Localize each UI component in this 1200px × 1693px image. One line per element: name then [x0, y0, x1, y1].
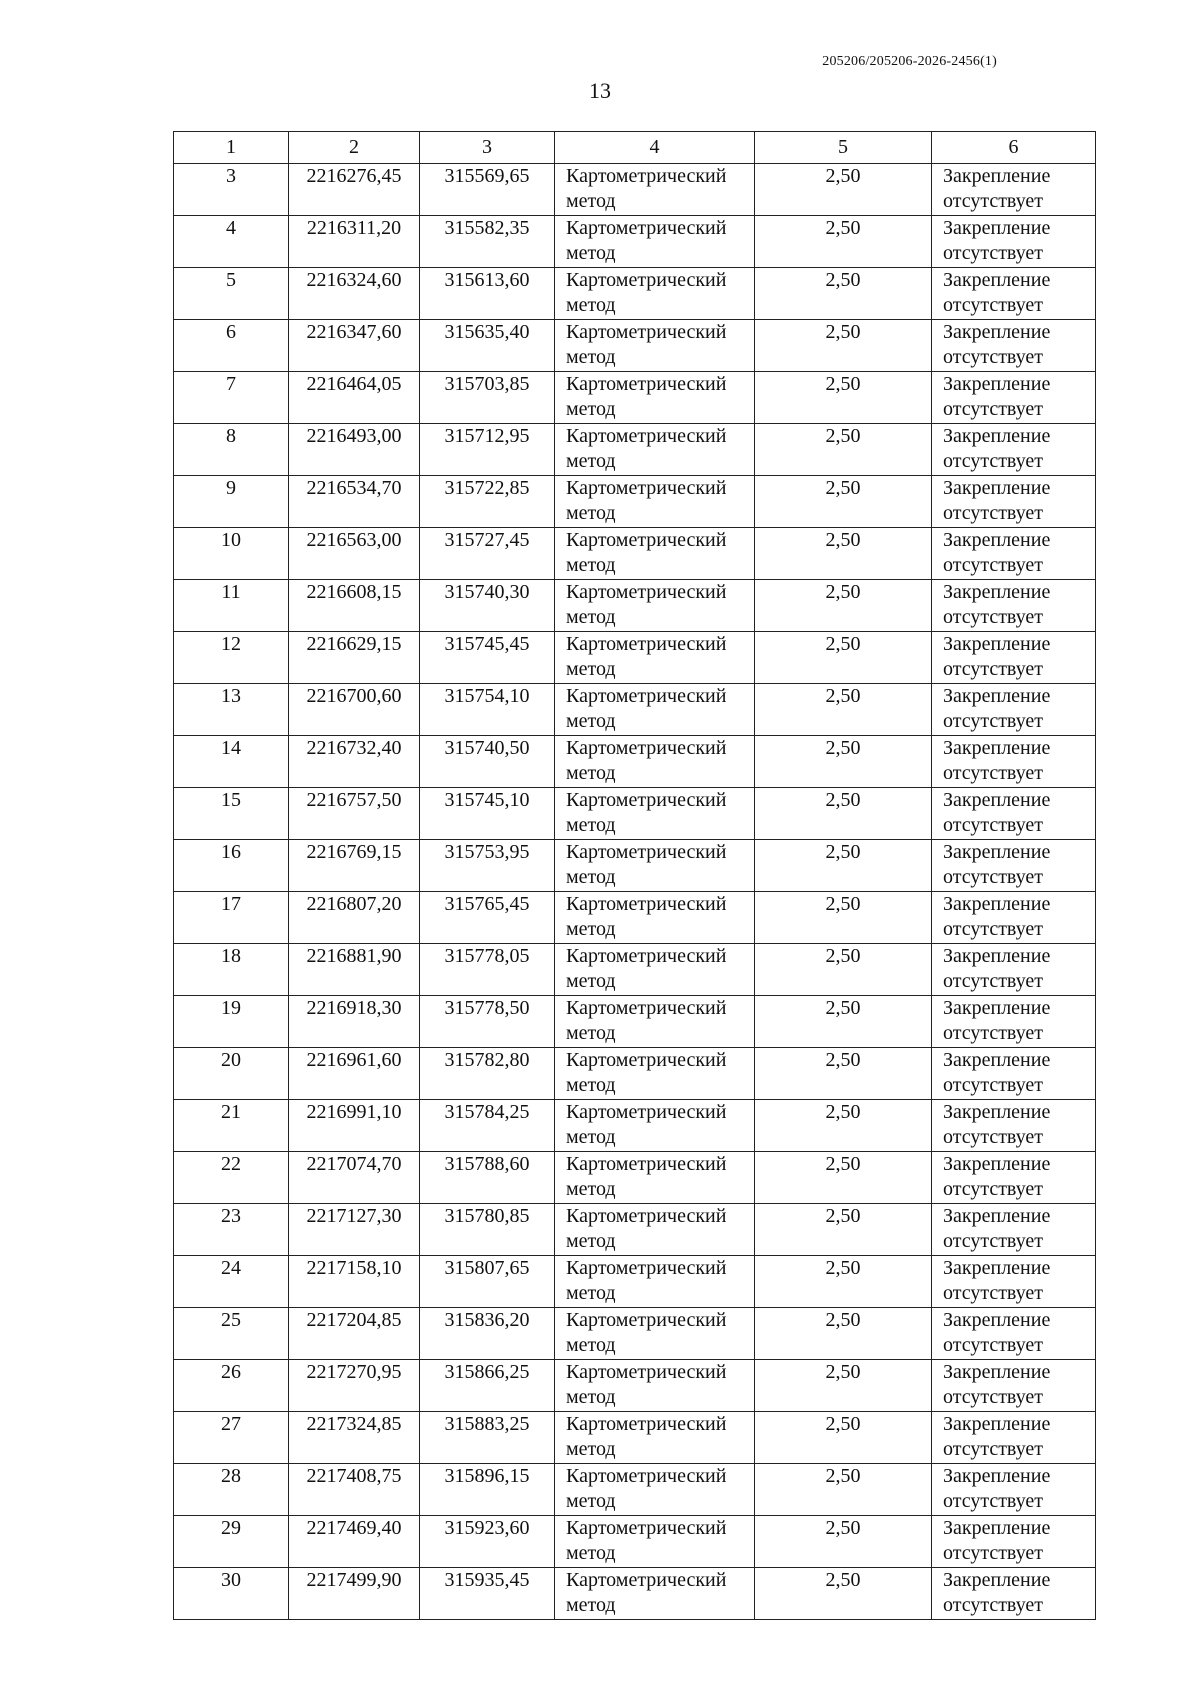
- y-coordinate-cell: 315778,50: [420, 996, 555, 1048]
- y-coordinate-cell: 315778,05: [420, 944, 555, 996]
- y-coordinate-cell: 315784,25: [420, 1100, 555, 1152]
- accuracy-cell: 2,50: [755, 372, 932, 424]
- x-coordinate-cell: 2216732,40: [289, 736, 420, 788]
- y-coordinate-cell: 315712,95: [420, 424, 555, 476]
- accuracy-cell: 2,50: [755, 1516, 932, 1568]
- y-coordinate-cell: 315754,10: [420, 684, 555, 736]
- table-row: [174, 476, 1096, 528]
- accuracy-cell: 2,50: [755, 684, 932, 736]
- y-coordinate-cell: 315635,40: [420, 320, 555, 372]
- y-coordinate-cell: 315923,60: [420, 1516, 555, 1568]
- method-cell: Картометрический метод: [555, 1048, 755, 1100]
- fixing-cell: Закрепление отсутствует: [932, 1464, 1096, 1516]
- fixing-cell: Закрепление отсутствует: [932, 320, 1096, 372]
- table-row: [174, 892, 1096, 944]
- document-id: 205206/205206-2026-2456(1): [822, 54, 997, 69]
- accuracy-cell: 2,50: [755, 840, 932, 892]
- point-number-cell: 5: [174, 268, 289, 320]
- method-cell: Картометрический метод: [555, 580, 755, 632]
- method-cell: Картометрический метод: [555, 736, 755, 788]
- fixing-cell: Закрепление отсутствует: [932, 996, 1096, 1048]
- y-coordinate-cell: 315935,45: [420, 1568, 555, 1620]
- method-cell: Картометрический метод: [555, 216, 755, 268]
- column-header-5: 5: [755, 132, 932, 164]
- table-row: [174, 1412, 1096, 1464]
- fixing-cell: Закрепление отсутствует: [932, 1308, 1096, 1360]
- point-number-cell: 11: [174, 580, 289, 632]
- column-header-6: 6: [932, 132, 1096, 164]
- point-number-cell: 29: [174, 1516, 289, 1568]
- y-coordinate-cell: 315582,35: [420, 216, 555, 268]
- table-row: [174, 372, 1096, 424]
- table-row: [174, 944, 1096, 996]
- method-cell: Картометрический метод: [555, 164, 755, 216]
- y-coordinate-cell: 315613,60: [420, 268, 555, 320]
- x-coordinate-cell: 2216493,00: [289, 424, 420, 476]
- method-cell: Картометрический метод: [555, 528, 755, 580]
- accuracy-cell: 2,50: [755, 1256, 932, 1308]
- x-coordinate-cell: 2217074,70: [289, 1152, 420, 1204]
- y-coordinate-cell: 315765,45: [420, 892, 555, 944]
- method-cell: Картометрический метод: [555, 944, 755, 996]
- method-cell: Картометрический метод: [555, 372, 755, 424]
- method-cell: Картометрический метод: [555, 320, 755, 372]
- x-coordinate-cell: 2217499,90: [289, 1568, 420, 1620]
- fixing-cell: Закрепление отсутствует: [932, 684, 1096, 736]
- method-cell: Картометрический метод: [555, 1204, 755, 1256]
- method-cell: Картометрический метод: [555, 424, 755, 476]
- method-cell: Картометрический метод: [555, 476, 755, 528]
- y-coordinate-cell: 315866,25: [420, 1360, 555, 1412]
- fixing-cell: Закрепление отсутствует: [932, 528, 1096, 580]
- x-coordinate-cell: 2216700,60: [289, 684, 420, 736]
- table-row: [174, 1360, 1096, 1412]
- fixing-cell: Закрепление отсутствует: [932, 268, 1096, 320]
- fixing-cell: Закрепление отсутствует: [932, 788, 1096, 840]
- x-coordinate-cell: 2216881,90: [289, 944, 420, 996]
- point-number-cell: 18: [174, 944, 289, 996]
- x-coordinate-cell: 2216347,60: [289, 320, 420, 372]
- method-cell: Картометрический метод: [555, 1412, 755, 1464]
- y-coordinate-cell: 315807,65: [420, 1256, 555, 1308]
- table-row: [174, 1464, 1096, 1516]
- accuracy-cell: 2,50: [755, 476, 932, 528]
- point-number-cell: 30: [174, 1568, 289, 1620]
- table-row: [174, 1568, 1096, 1620]
- method-cell: Картометрический метод: [555, 840, 755, 892]
- x-coordinate-cell: 2216757,50: [289, 788, 420, 840]
- accuracy-cell: 2,50: [755, 1568, 932, 1620]
- point-number-cell: 13: [174, 684, 289, 736]
- table-row: [174, 632, 1096, 684]
- accuracy-cell: 2,50: [755, 1308, 932, 1360]
- y-coordinate-cell: 315745,45: [420, 632, 555, 684]
- point-number-cell: 12: [174, 632, 289, 684]
- x-coordinate-cell: 2217270,95: [289, 1360, 420, 1412]
- accuracy-cell: 2,50: [755, 1360, 932, 1412]
- fixing-cell: Закрепление отсутствует: [932, 1360, 1096, 1412]
- point-number-cell: 7: [174, 372, 289, 424]
- table-row: [174, 1204, 1096, 1256]
- fixing-cell: Закрепление отсутствует: [932, 1516, 1096, 1568]
- accuracy-cell: 2,50: [755, 580, 932, 632]
- x-coordinate-cell: 2216629,15: [289, 632, 420, 684]
- table-body: [174, 164, 1096, 1620]
- y-coordinate-cell: 315727,45: [420, 528, 555, 580]
- x-coordinate-cell: 2217158,10: [289, 1256, 420, 1308]
- table-row: [174, 216, 1096, 268]
- header-row: [174, 132, 1096, 164]
- accuracy-cell: 2,50: [755, 216, 932, 268]
- point-number-cell: 28: [174, 1464, 289, 1516]
- accuracy-cell: 2,50: [755, 320, 932, 372]
- x-coordinate-cell: 2216276,45: [289, 164, 420, 216]
- fixing-cell: Закрепление отсутствует: [932, 632, 1096, 684]
- table-row: [174, 1152, 1096, 1204]
- point-number-cell: 21: [174, 1100, 289, 1152]
- table-row: [174, 736, 1096, 788]
- fixing-cell: Закрепление отсутствует: [932, 216, 1096, 268]
- x-coordinate-cell: 2217324,85: [289, 1412, 420, 1464]
- x-coordinate-cell: 2216608,15: [289, 580, 420, 632]
- y-coordinate-cell: 315883,25: [420, 1412, 555, 1464]
- x-coordinate-cell: 2216807,20: [289, 892, 420, 944]
- point-number-cell: 22: [174, 1152, 289, 1204]
- table-row: [174, 996, 1096, 1048]
- y-coordinate-cell: 315788,60: [420, 1152, 555, 1204]
- table-header: [174, 132, 1096, 164]
- accuracy-cell: 2,50: [755, 1152, 932, 1204]
- method-cell: Картометрический метод: [555, 632, 755, 684]
- y-coordinate-cell: 315780,85: [420, 1204, 555, 1256]
- x-coordinate-cell: 2216918,30: [289, 996, 420, 1048]
- accuracy-cell: 2,50: [755, 944, 932, 996]
- x-coordinate-cell: 2216464,05: [289, 372, 420, 424]
- accuracy-cell: 2,50: [755, 1412, 932, 1464]
- table-row: [174, 1256, 1096, 1308]
- fixing-cell: Закрепление отсутствует: [932, 372, 1096, 424]
- table-row: [174, 1308, 1096, 1360]
- accuracy-cell: 2,50: [755, 1464, 932, 1516]
- method-cell: Картометрический метод: [555, 1308, 755, 1360]
- method-cell: Картометрический метод: [555, 892, 755, 944]
- fixing-cell: Закрепление отсутствует: [932, 424, 1096, 476]
- method-cell: Картометрический метод: [555, 1256, 755, 1308]
- point-number-cell: 15: [174, 788, 289, 840]
- point-number-cell: 27: [174, 1412, 289, 1464]
- point-number-cell: 17: [174, 892, 289, 944]
- y-coordinate-cell: 315569,65: [420, 164, 555, 216]
- fixing-cell: Закрепление отсутствует: [932, 1152, 1096, 1204]
- fixing-cell: Закрепление отсутствует: [932, 1048, 1096, 1100]
- point-number-cell: 14: [174, 736, 289, 788]
- column-header-2: 2: [289, 132, 420, 164]
- column-header-4: 4: [555, 132, 755, 164]
- x-coordinate-cell: 2217469,40: [289, 1516, 420, 1568]
- point-number-cell: 6: [174, 320, 289, 372]
- x-coordinate-cell: 2217204,85: [289, 1308, 420, 1360]
- column-header-3: 3: [420, 132, 555, 164]
- table-row: [174, 788, 1096, 840]
- method-cell: Картометрический метод: [555, 684, 755, 736]
- y-coordinate-cell: 315740,50: [420, 736, 555, 788]
- fixing-cell: Закрепление отсутствует: [932, 1204, 1096, 1256]
- y-coordinate-cell: 315836,20: [420, 1308, 555, 1360]
- fixing-cell: Закрепление отсутствует: [932, 1412, 1096, 1464]
- y-coordinate-cell: 315745,10: [420, 788, 555, 840]
- table-row: [174, 684, 1096, 736]
- fixing-cell: Закрепление отсутствует: [932, 1100, 1096, 1152]
- point-number-cell: 26: [174, 1360, 289, 1412]
- method-cell: Картометрический метод: [555, 1516, 755, 1568]
- fixing-cell: Закрепление отсутствует: [932, 944, 1096, 996]
- y-coordinate-cell: 315896,15: [420, 1464, 555, 1516]
- table-row: [174, 164, 1096, 216]
- x-coordinate-cell: 2217408,75: [289, 1464, 420, 1516]
- table-row: [174, 320, 1096, 372]
- page-number: 13: [589, 78, 611, 103]
- accuracy-cell: 2,50: [755, 892, 932, 944]
- x-coordinate-cell: 2216991,10: [289, 1100, 420, 1152]
- accuracy-cell: 2,50: [755, 164, 932, 216]
- table-row: [174, 840, 1096, 892]
- point-number-cell: 4: [174, 216, 289, 268]
- point-number-cell: 16: [174, 840, 289, 892]
- table-row: [174, 1048, 1096, 1100]
- x-coordinate-cell: 2217127,30: [289, 1204, 420, 1256]
- accuracy-cell: 2,50: [755, 528, 932, 580]
- x-coordinate-cell: 2216769,15: [289, 840, 420, 892]
- method-cell: Картометрический метод: [555, 1152, 755, 1204]
- method-cell: Картометрический метод: [555, 1568, 755, 1620]
- y-coordinate-cell: 315740,30: [420, 580, 555, 632]
- x-coordinate-cell: 2216324,60: [289, 268, 420, 320]
- fixing-cell: Закрепление отсутствует: [932, 736, 1096, 788]
- method-cell: Картометрический метод: [555, 1464, 755, 1516]
- point-number-cell: 25: [174, 1308, 289, 1360]
- x-coordinate-cell: 2216961,60: [289, 1048, 420, 1100]
- method-cell: Картометрический метод: [555, 788, 755, 840]
- coordinates-table: [173, 131, 1096, 1620]
- table-row: [174, 528, 1096, 580]
- method-cell: Картометрический метод: [555, 1100, 755, 1152]
- accuracy-cell: 2,50: [755, 632, 932, 684]
- accuracy-cell: 2,50: [755, 1100, 932, 1152]
- fixing-cell: Закрепление отсутствует: [932, 164, 1096, 216]
- method-cell: Картометрический метод: [555, 1360, 755, 1412]
- fixing-cell: Закрепление отсутствует: [932, 580, 1096, 632]
- point-number-cell: 9: [174, 476, 289, 528]
- x-coordinate-cell: 2216534,70: [289, 476, 420, 528]
- accuracy-cell: 2,50: [755, 736, 932, 788]
- y-coordinate-cell: 315703,85: [420, 372, 555, 424]
- accuracy-cell: 2,50: [755, 1048, 932, 1100]
- fixing-cell: Закрепление отсутствует: [932, 840, 1096, 892]
- fixing-cell: Закрепление отсутствует: [932, 1568, 1096, 1620]
- fixing-cell: Закрепление отсутствует: [932, 476, 1096, 528]
- point-number-cell: 8: [174, 424, 289, 476]
- accuracy-cell: 2,50: [755, 424, 932, 476]
- table-row: [174, 1100, 1096, 1152]
- table-row: [174, 1516, 1096, 1568]
- fixing-cell: Закрепление отсутствует: [932, 892, 1096, 944]
- method-cell: Картометрический метод: [555, 996, 755, 1048]
- table-row: [174, 580, 1096, 632]
- point-number-cell: 19: [174, 996, 289, 1048]
- y-coordinate-cell: 315753,95: [420, 840, 555, 892]
- table-row: [174, 268, 1096, 320]
- x-coordinate-cell: 2216563,00: [289, 528, 420, 580]
- point-number-cell: 20: [174, 1048, 289, 1100]
- point-number-cell: 23: [174, 1204, 289, 1256]
- column-header-1: 1: [174, 132, 289, 164]
- accuracy-cell: 2,50: [755, 268, 932, 320]
- point-number-cell: 24: [174, 1256, 289, 1308]
- point-number-cell: 3: [174, 164, 289, 216]
- method-cell: Картометрический метод: [555, 268, 755, 320]
- accuracy-cell: 2,50: [755, 788, 932, 840]
- point-number-cell: 10: [174, 528, 289, 580]
- x-coordinate-cell: 2216311,20: [289, 216, 420, 268]
- table-row: [174, 424, 1096, 476]
- y-coordinate-cell: 315722,85: [420, 476, 555, 528]
- accuracy-cell: 2,50: [755, 1204, 932, 1256]
- accuracy-cell: 2,50: [755, 996, 932, 1048]
- y-coordinate-cell: 315782,80: [420, 1048, 555, 1100]
- fixing-cell: Закрепление отсутствует: [932, 1256, 1096, 1308]
